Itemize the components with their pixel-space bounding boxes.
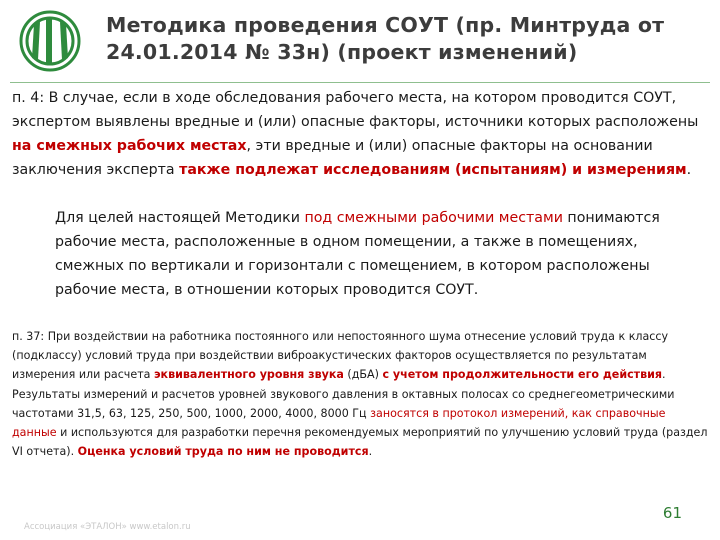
octave-highlight-protocol: заносятся в протокол измерений, как справочные данные [12,406,666,440]
page-title: Методика проведения СОУТ (пр. Минтруда от 24.01.2014 № 33н) (проект изменений) [106,13,665,64]
octave-text-1: Результаты измерений и расчетов уровней звукового давления в октавных полосах со среднегеометрическими частотами 31,5, 63, 125, 250, 500, 1000, 2000, 4000, 8000 Гц [12,387,675,420]
clause-37-highlight-duration: с учетом продолжительности его действия [382,368,663,382]
footer-text: Ассоциация «ЭТАЛОН» www.etalon.ru [24,522,191,532]
clause-37-highlight-equivalent-level: эквивалентного уровня звука [153,368,344,382]
clause-37-text-3: . [662,368,666,382]
header-divider [10,82,710,83]
paragraph-octave-results [12,385,712,462]
paragraph-clause-4 [12,86,712,182]
octave-highlight-not-assessed: Оценка условий труда по ним не проводится [77,445,369,459]
definition-text-1: Для целей настоящей Методики [55,210,305,226]
paragraph-clause-37 [12,327,712,385]
paragraph-clause-37-block [12,327,712,461]
paragraph-adjacent-definition [55,206,705,302]
clause-37-text-2: (дБА) [343,368,383,382]
octave-text-2: и используются для разработки перечня рекомендуемых мероприятий по улучшению условий труда (раздел VI отчета). [12,426,708,459]
clause-4-text-2: , эти вредные и (или) опасные факторы на основании заключения эксперта [12,138,653,178]
clause-4-text-3: . [686,162,692,178]
clause-4-highlight-adjacent-workplaces: на смежных рабочих местах [12,138,247,154]
definition-highlight: под смежными рабочими местами [304,210,563,226]
octave-text-3: . [368,445,373,459]
clause-4-text-1: п. 4: В случае, если в ходе обследования рабочего места, на котором проводится СОУТ, экспертом выявлены вредные и (или) опасные факторы, источники которых расположены [12,90,699,130]
clause-37-label: п. 37: [12,330,48,343]
definition-text-2: понимаются рабочие места, расположенные в одном помещении, а также в помещениях, смежных по вертикали и горизонтали с помещением, в котором расположены рабочие места, в отношении которых проводится СОУТ. [55,210,660,298]
organization-logo-icon [10,8,90,74]
clause-4-highlight-also-subject: также подлежат исследованиям (испытаниям) и измерениям [179,162,687,178]
page-number: 61 [662,504,682,522]
clause-37-text-1: При воздействии на работника постоянного или непостоянного шума отнесение условий труда к классу (подклассу) условий труда при воздействии виброакустических факторов осуществляется по результатам измерения или расчета [12,330,669,382]
